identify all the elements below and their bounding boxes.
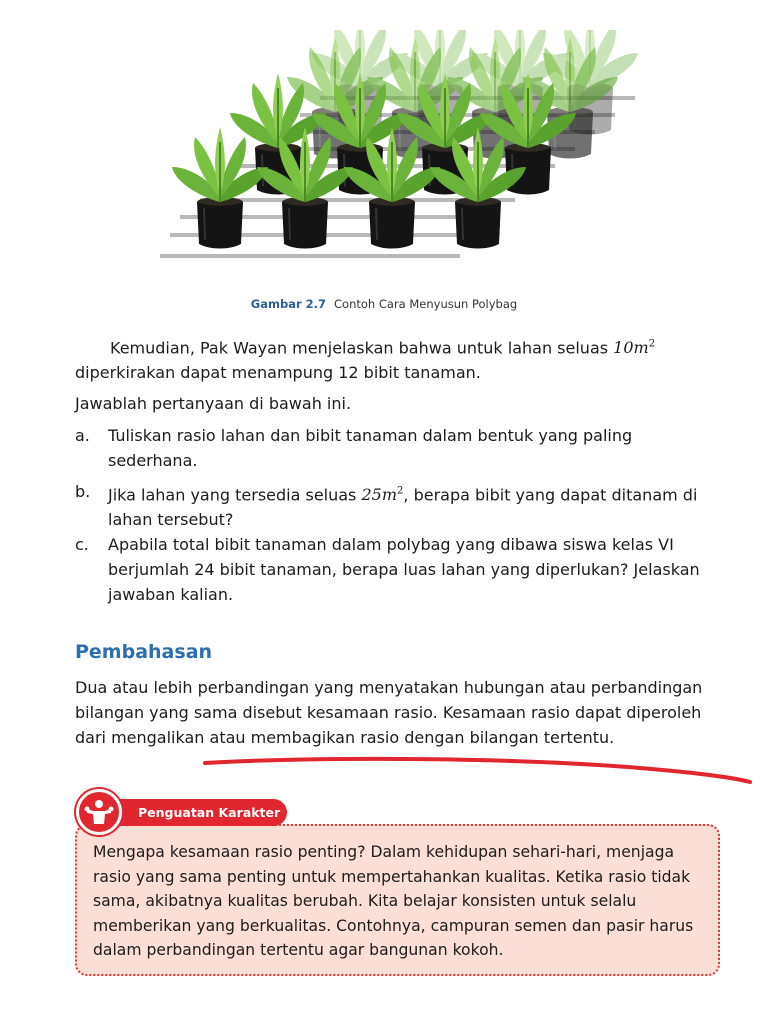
strong-person-icon — [76, 789, 122, 835]
intro-area-exp: 2 — [648, 339, 656, 350]
explanation-paragraph: Dua atau lebih perbandingan yang menyatakan hubungan atau perbandingan bilangan yang sama disebut kesamaan rasio. Kesamaan rasio dapat diperoleh dari mengalikan atau membagikan rasio dengan bilangan tertentu. — [75, 678, 703, 747]
question-a — [75, 423, 725, 473]
question-text — [108, 479, 725, 532]
intro-text-after: diperkirakan dapat menampung 12 bibit tanaman. — [75, 363, 481, 383]
intro-area — [613, 338, 655, 357]
question-marker: a. — [75, 426, 90, 445]
question-b-area-base: 25m — [361, 485, 398, 505]
question-b-text-after: , berapa bibit yang dapat ditanam di lahan tersebut? — [108, 485, 698, 530]
figure-caption-text: Contoh Cara Menyusun Polybag — [334, 297, 518, 311]
section-heading: Pembahasan — [75, 641, 213, 663]
intro-area-base: 10m — [613, 338, 649, 358]
question-text: Apabila total bibit tanaman dalam polybag yang dibawa siswa kelas VI berjumlah 24 bibit tanaman, berapa luas lahan yang diperlukan? Jelaskan jawaban kalian. — [108, 535, 700, 604]
character-box-text: Mengapa kesamaan rasio penting? Dalam kehidupan sehari-hari, menjaga rasio yang sama penting untuk mempertahankan kualitas. Ketika rasio tidak sama, akibatnya kualitas berubah. Kita belajar konsisten untuk selalu memberikan yang berkualitas. Contohnya, campuran semen dan pasir harus dalam perbandingan tertentu agar bangunan kokoh. — [93, 843, 694, 960]
character-box — [75, 824, 720, 976]
question-c — [75, 532, 725, 607]
question-b-text-before: Jika lahan yang tersedia seluas — [108, 485, 362, 505]
figure-caption — [0, 297, 768, 311]
figure-label: Gambar 2.7 — [250, 297, 327, 311]
question-marker: b. — [75, 482, 91, 501]
intro-paragraph — [75, 332, 725, 385]
question-b-area — [361, 485, 403, 504]
intro-text-before: Kemudian, Pak Wayan menjelaskan bahwa untuk lahan seluas — [110, 338, 614, 358]
red-underline-annotation — [0, 740, 768, 800]
character-tag: Penguatan Karakter — [112, 799, 287, 826]
question-text: Tuliskan rasio lahan dan bibit tanaman dalam bentuk yang paling sederhana. — [108, 426, 633, 470]
polybag-illustration — [160, 30, 640, 270]
question-b — [75, 479, 725, 532]
question-marker: c. — [75, 535, 89, 554]
instruction-text: Jawablah pertanyaan di bawah ini. — [75, 394, 352, 413]
question-b-area-exp: 2 — [397, 486, 404, 497]
